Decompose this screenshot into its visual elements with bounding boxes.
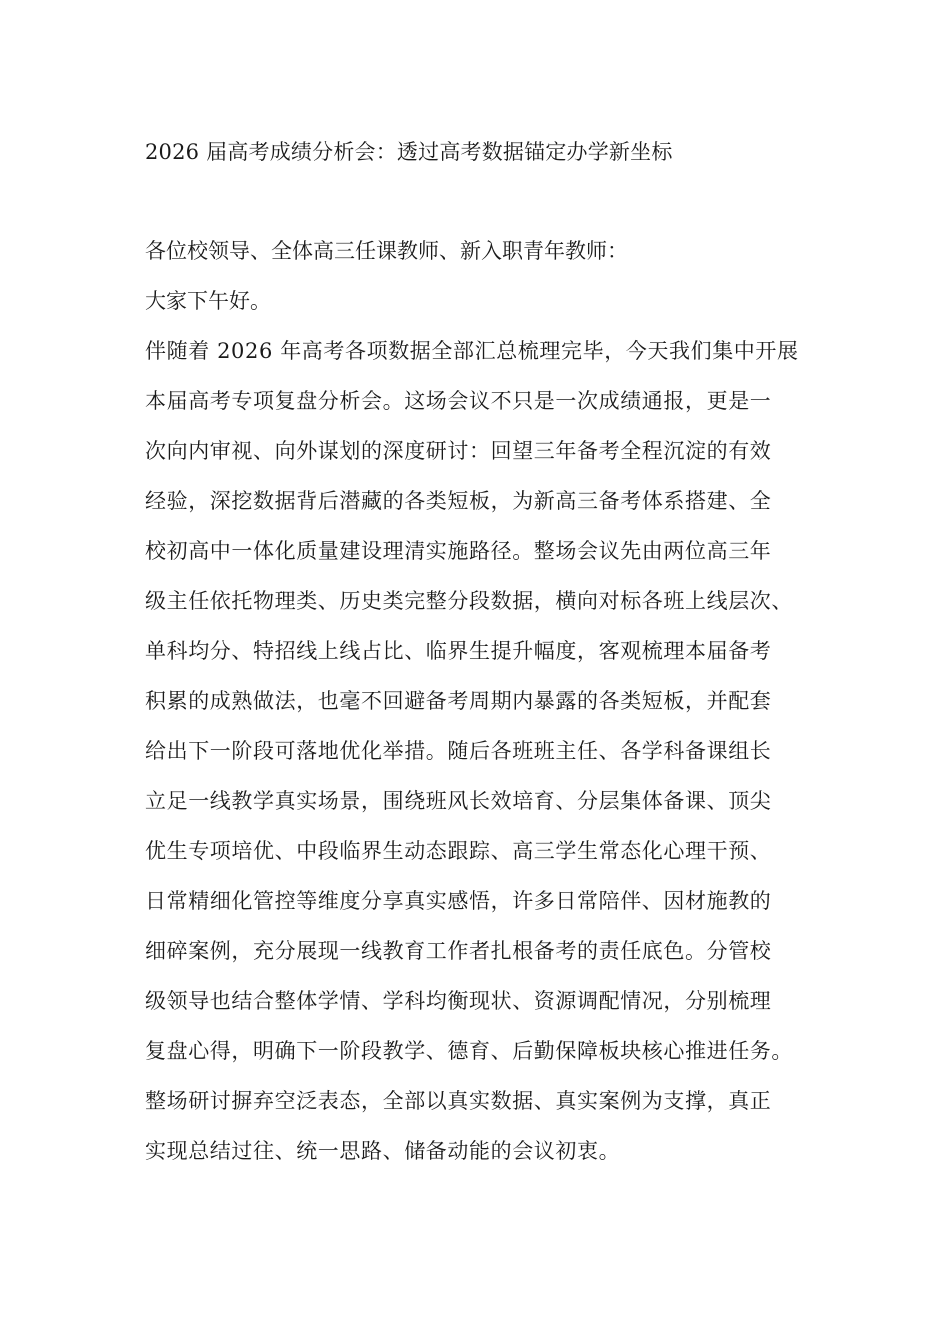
greeting-line: 大家下午好。 xyxy=(145,289,271,313)
paragraph-line: 次向内审视、向外谋划的深度研讨：回望三年备考全程沉淀的有效 xyxy=(145,439,772,463)
paragraph-line: 级领导也结合整体学情、学科均衡现状、资源调配情况，分别梳理 xyxy=(145,989,772,1013)
paragraph-line: 积累的成熟做法，也毫不回避备考周期内暴露的各类短板，并配套 xyxy=(145,689,772,713)
salutation: 各位校领导、全体高三任课教师、新入职青年教师： xyxy=(145,239,628,263)
paragraph-line: 立足一线教学真实场景，围绕班风长效培育、分层集体备课、顶尖 xyxy=(145,789,772,813)
paragraph-line: 级主任依托物理类、历史类完整分段数据，横向对标各班上线层次、 xyxy=(145,589,793,613)
paragraph-line: 实现总结过往、统一思路、储备动能的会议初衷。 xyxy=(145,1139,621,1163)
document-title: 2026 届高考成绩分析会：透过高考数据锚定办学新坐标 xyxy=(145,140,673,164)
paragraph-line: 整场研讨摒弃空泛表态，全部以真实数据、真实案例为支撑，真正 xyxy=(145,1089,772,1113)
paragraph-line: 复盘心得，明确下一阶段教学、德育、后勤保障板块核心推进任务。 xyxy=(145,1039,793,1063)
paragraph-line: 伴随着 2026 年高考各项数据全部汇总梳理完毕，今天我们集中开展 xyxy=(145,339,799,363)
paragraph-line: 给出下一阶段可落地优化举措。随后各班班主任、各学科备课组长 xyxy=(145,739,772,763)
paragraph-line: 日常精细化管控等维度分享真实感悟，许多日常陪伴、因材施教的 xyxy=(145,889,772,913)
paragraph-line: 优生专项培优、中段临界生动态跟踪、高三学生常态化心理干预、 xyxy=(145,839,772,863)
body-paragraph xyxy=(145,336,845,1186)
paragraph-line: 本届高考专项复盘分析会。这场会议不只是一次成绩通报，更是一 xyxy=(145,389,772,413)
paragraph-line: 单科均分、特招线上线占比、临界生提升幅度，客观梳理本届备考 xyxy=(145,639,772,663)
paragraph-line: 校初高中一体化质量建设理清实施路径。整场会议先由两位高三年 xyxy=(145,539,772,563)
paragraph-line: 经验，深挖数据背后潜藏的各类短板，为新高三备考体系搭建、全 xyxy=(145,489,772,513)
paragraph-line: 细碎案例，充分展现一线教育工作者扎根备考的责任底色。分管校 xyxy=(145,939,772,963)
